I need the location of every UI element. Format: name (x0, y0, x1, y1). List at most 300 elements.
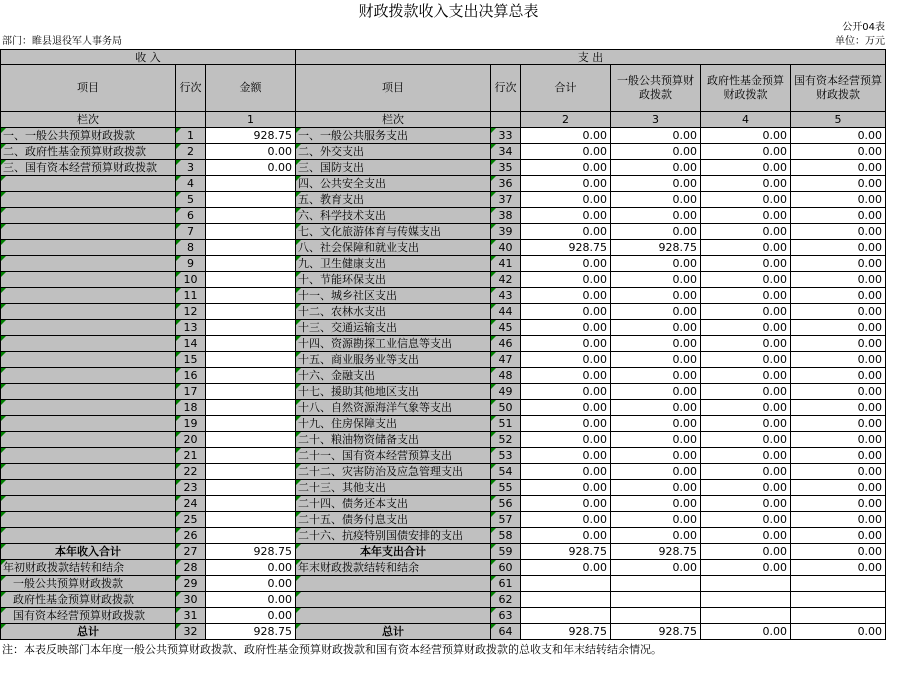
state-summary-value-cell[interactable] (791, 608, 886, 624)
state-value-cell[interactable]: 0.00 (791, 224, 886, 240)
income-amount-cell[interactable] (206, 176, 296, 192)
fund-value-cell[interactable]: 0.00 (701, 144, 791, 160)
table-row (1, 208, 886, 224)
expense-summary-item-cell (296, 608, 491, 624)
table-row (1, 176, 886, 192)
income-amount-cell[interactable] (206, 496, 296, 512)
state-value-cell[interactable]: 0.00 (791, 128, 886, 144)
income-summary-amount-cell[interactable]: 0.00 (206, 576, 296, 592)
general-budget-header: 一般公共预算财政拨款 (611, 65, 701, 112)
state-value-cell[interactable]: 0.00 (791, 320, 886, 336)
total-value-cell[interactable]: 0.00 (521, 256, 611, 272)
fund-value-cell[interactable]: 0.00 (701, 304, 791, 320)
income-amount-cell[interactable]: 0.00 (206, 144, 296, 160)
income-amount-cell[interactable] (206, 304, 296, 320)
fund-summary-value-cell[interactable] (701, 608, 791, 624)
general-value-cell[interactable]: 0.00 (611, 144, 701, 160)
department-label: 部门：睢县退役军人事务局 (2, 36, 122, 47)
col-index-2: 2 (521, 112, 611, 128)
income-amount-header: 金额 (206, 65, 296, 112)
income-amount-cell[interactable] (206, 320, 296, 336)
summary-row (1, 560, 886, 576)
income-amount-cell[interactable] (206, 448, 296, 464)
table-row (1, 304, 886, 320)
income-item-cell (1, 208, 176, 224)
income-row-no-cell: 14 (176, 336, 206, 352)
income-item-cell (1, 352, 176, 368)
expense-row-no-cell: 58 (491, 528, 521, 544)
table-row (1, 192, 886, 208)
table-row (1, 288, 886, 304)
income-amount-cell[interactable] (206, 224, 296, 240)
total-summary-value-cell[interactable]: 928.75 (521, 544, 611, 560)
general-value-cell[interactable]: 0.00 (611, 528, 701, 544)
state-value-cell[interactable]: 0.00 (791, 368, 886, 384)
state-value-cell[interactable]: 0.00 (791, 192, 886, 208)
state-summary-value-cell[interactable] (791, 576, 886, 592)
income-amount-cell[interactable] (206, 336, 296, 352)
general-summary-value-cell[interactable] (611, 576, 701, 592)
col-index-1: 1 (206, 112, 296, 128)
fund-value-cell[interactable]: 0.00 (701, 336, 791, 352)
state-value-cell[interactable]: 0.00 (791, 384, 886, 400)
fund-summary-value-cell[interactable] (701, 592, 791, 608)
income-item-cell (1, 320, 176, 336)
fund-budget-header: 政府性基金预算财政拨款 (701, 65, 791, 112)
expense-item-cell: 二十、粮油物资储备支出 (296, 432, 491, 448)
income-amount-cell[interactable] (206, 352, 296, 368)
expense-item-cell: 五、教育支出 (296, 192, 491, 208)
state-value-cell[interactable]: 0.00 (791, 416, 886, 432)
income-row-no-cell: 24 (176, 496, 206, 512)
table-row (1, 496, 886, 512)
income-amount-cell[interactable] (206, 384, 296, 400)
general-value-cell[interactable]: 0.00 (611, 224, 701, 240)
income-item-cell: 三、国有资本经营预算财政拨款 (1, 160, 176, 176)
table-row (1, 160, 886, 176)
table-row (1, 464, 886, 480)
summary-row (1, 608, 886, 624)
expense-item-cell: 十五、商业服务业等支出 (296, 352, 491, 368)
total-value-cell[interactable]: 0.00 (521, 464, 611, 480)
table-row (1, 480, 886, 496)
col-index-3: 3 (611, 112, 701, 128)
general-value-cell[interactable]: 928.75 (611, 240, 701, 256)
expense-lanci-blank (491, 112, 521, 128)
total-summary-value-cell[interactable]: 928.75 (521, 624, 611, 640)
expense-row-no-cell: 37 (491, 192, 521, 208)
general-value-cell[interactable]: 0.00 (611, 256, 701, 272)
general-value-cell[interactable]: 0.00 (611, 512, 701, 528)
table-row (1, 416, 886, 432)
state-value-cell[interactable]: 0.00 (791, 272, 886, 288)
general-value-cell[interactable]: 0.00 (611, 288, 701, 304)
total-value-cell[interactable]: 0.00 (521, 320, 611, 336)
income-lanci-label: 栏次 (1, 112, 176, 128)
expense-row-no-cell: 39 (491, 224, 521, 240)
expense-summary-item-cell (296, 576, 491, 592)
income-amount-cell[interactable] (206, 528, 296, 544)
total-value-cell[interactable]: 0.00 (521, 368, 611, 384)
fiscal-summary-table (0, 49, 886, 640)
income-amount-cell[interactable] (206, 256, 296, 272)
income-row-no-cell: 7 (176, 224, 206, 240)
expense-item-cell: 八、社会保障和就业支出 (296, 240, 491, 256)
state-capital-header: 国有资本经营预算财政拨款 (791, 65, 886, 112)
expense-item-cell: 二十三、其他支出 (296, 480, 491, 496)
expense-summary-row-no-cell: 60 (491, 560, 521, 576)
fund-value-cell[interactable]: 0.00 (701, 272, 791, 288)
total-value-cell[interactable]: 0.00 (521, 352, 611, 368)
income-amount-cell[interactable] (206, 480, 296, 496)
state-value-cell[interactable]: 0.00 (791, 208, 886, 224)
expense-item-cell: 九、卫生健康支出 (296, 256, 491, 272)
state-summary-value-cell[interactable]: 0.00 (791, 624, 886, 640)
state-value-cell[interactable]: 0.00 (791, 480, 886, 496)
income-row-no-cell: 12 (176, 304, 206, 320)
fund-value-cell[interactable]: 0.00 (701, 320, 791, 336)
income-summary-item-cell: 国有资本经营预算财政拨款 (1, 608, 176, 624)
expense-item-header: 项目 (296, 65, 491, 112)
expense-section-header: 支 出 (296, 50, 886, 65)
fund-summary-value-cell[interactable]: 0.00 (701, 544, 791, 560)
general-summary-value-cell[interactable]: 928.75 (611, 624, 701, 640)
state-value-cell[interactable]: 0.00 (791, 400, 886, 416)
expense-row-no-cell: 47 (491, 352, 521, 368)
fund-value-cell[interactable]: 0.00 (701, 368, 791, 384)
fund-value-cell[interactable]: 0.00 (701, 496, 791, 512)
total-value-cell[interactable]: 0.00 (521, 304, 611, 320)
fund-summary-value-cell[interactable]: 0.00 (701, 624, 791, 640)
income-row-no-cell: 8 (176, 240, 206, 256)
table-row (1, 400, 886, 416)
fund-value-cell[interactable]: 0.00 (701, 448, 791, 464)
col-index-4: 4 (701, 112, 791, 128)
income-item-cell (1, 432, 176, 448)
expense-summary-item-cell (296, 592, 491, 608)
expense-item-cell: 四、公共安全支出 (296, 176, 491, 192)
fund-value-cell[interactable]: 0.00 (701, 208, 791, 224)
income-row-no-cell: 10 (176, 272, 206, 288)
expense-summary-row-no-cell: 62 (491, 592, 521, 608)
total-value-cell[interactable]: 0.00 (521, 272, 611, 288)
state-value-cell[interactable]: 0.00 (791, 496, 886, 512)
state-value-cell[interactable]: 0.00 (791, 448, 886, 464)
total-value-cell[interactable]: 0.00 (521, 432, 611, 448)
expense-item-cell: 十一、城乡社区支出 (296, 288, 491, 304)
expense-item-cell: 十九、住房保障支出 (296, 416, 491, 432)
general-summary-value-cell[interactable]: 928.75 (611, 544, 701, 560)
state-value-cell[interactable]: 0.00 (791, 528, 886, 544)
table-row (1, 368, 886, 384)
expense-row-no-cell: 49 (491, 384, 521, 400)
expense-row-no-cell: 51 (491, 416, 521, 432)
total-summary-value-cell[interactable] (521, 608, 611, 624)
income-item-cell (1, 416, 176, 432)
expense-row-no-cell: 46 (491, 336, 521, 352)
state-value-cell[interactable]: 0.00 (791, 352, 886, 368)
income-item-cell (1, 496, 176, 512)
income-row-no-cell: 20 (176, 432, 206, 448)
income-item-cell: 一、一般公共预算财政拨款 (1, 128, 176, 144)
income-amount-cell[interactable] (206, 208, 296, 224)
general-value-cell[interactable]: 0.00 (611, 320, 701, 336)
state-value-cell[interactable]: 0.00 (791, 304, 886, 320)
general-value-cell[interactable]: 0.00 (611, 336, 701, 352)
expense-row-no-cell: 54 (491, 464, 521, 480)
expense-item-cell: 六、科学技术支出 (296, 208, 491, 224)
general-value-cell[interactable]: 0.00 (611, 496, 701, 512)
total-summary-value-cell[interactable] (521, 576, 611, 592)
income-summary-amount-cell[interactable]: 0.00 (206, 560, 296, 576)
column-index-row (1, 112, 886, 128)
expense-row-no-cell: 48 (491, 368, 521, 384)
income-amount-cell[interactable] (206, 288, 296, 304)
expense-row-no-cell: 43 (491, 288, 521, 304)
total-value-cell[interactable]: 0.00 (521, 512, 611, 528)
fund-value-cell[interactable]: 0.00 (701, 160, 791, 176)
total-value-cell[interactable]: 0.00 (521, 384, 611, 400)
general-value-cell[interactable]: 0.00 (611, 480, 701, 496)
state-value-cell[interactable]: 0.00 (791, 512, 886, 528)
expense-item-cell: 十、节能环保支出 (296, 272, 491, 288)
general-value-cell[interactable]: 0.00 (611, 384, 701, 400)
total-summary-value-cell[interactable]: 0.00 (521, 560, 611, 576)
total-value-cell[interactable]: 0.00 (521, 128, 611, 144)
expense-item-cell: 二十四、债务还本支出 (296, 496, 491, 512)
state-value-cell[interactable]: 0.00 (791, 144, 886, 160)
expense-row-no-cell: 53 (491, 448, 521, 464)
section-header-row (1, 50, 886, 65)
fund-value-cell[interactable]: 0.00 (701, 432, 791, 448)
total-value-cell[interactable]: 0.00 (521, 448, 611, 464)
expense-row-no-header: 行次 (491, 65, 521, 112)
fund-value-cell[interactable]: 0.00 (701, 464, 791, 480)
total-value-cell[interactable]: 0.00 (521, 208, 611, 224)
income-summary-item-cell: 一般公共预算财政拨款 (1, 576, 176, 592)
fund-value-cell[interactable]: 0.00 (701, 224, 791, 240)
fund-value-cell[interactable]: 0.00 (701, 480, 791, 496)
income-row-no-cell: 5 (176, 192, 206, 208)
expense-summary-row-no-cell: 61 (491, 576, 521, 592)
state-value-cell[interactable]: 0.00 (791, 288, 886, 304)
income-summary-amount-cell[interactable]: 928.75 (206, 544, 296, 560)
income-amount-cell[interactable] (206, 464, 296, 480)
expense-row-no-cell: 36 (491, 176, 521, 192)
form-number: 公开04表 (842, 22, 885, 33)
income-amount-cell[interactable] (206, 192, 296, 208)
income-row-no-cell: 22 (176, 464, 206, 480)
fund-summary-value-cell[interactable]: 0.00 (701, 560, 791, 576)
expense-row-no-cell: 50 (491, 400, 521, 416)
income-summary-item-cell: 总计 (1, 624, 176, 640)
expense-row-no-cell: 33 (491, 128, 521, 144)
total-value-cell[interactable]: 0.00 (521, 480, 611, 496)
income-row-no-header: 行次 (176, 65, 206, 112)
fund-value-cell[interactable]: 0.00 (701, 400, 791, 416)
fund-summary-value-cell[interactable] (701, 576, 791, 592)
total-value-cell[interactable]: 0.00 (521, 336, 611, 352)
fund-value-cell[interactable]: 0.00 (701, 288, 791, 304)
expense-row-no-cell: 52 (491, 432, 521, 448)
general-value-cell[interactable]: 0.00 (611, 192, 701, 208)
general-value-cell[interactable]: 0.00 (611, 432, 701, 448)
general-value-cell[interactable]: 0.00 (611, 400, 701, 416)
total-value-cell[interactable]: 0.00 (521, 192, 611, 208)
fund-value-cell[interactable]: 0.00 (701, 192, 791, 208)
state-summary-value-cell[interactable]: 0.00 (791, 544, 886, 560)
general-value-cell[interactable]: 0.00 (611, 368, 701, 384)
general-summary-value-cell[interactable]: 0.00 (611, 560, 701, 576)
income-item-cell (1, 384, 176, 400)
income-row-no-cell: 19 (176, 416, 206, 432)
state-value-cell[interactable]: 0.00 (791, 160, 886, 176)
table-row (1, 512, 886, 528)
table-row (1, 240, 886, 256)
expense-item-cell: 十七、援助其他地区支出 (296, 384, 491, 400)
income-item-cell (1, 480, 176, 496)
income-amount-cell[interactable] (206, 368, 296, 384)
general-value-cell[interactable]: 0.00 (611, 272, 701, 288)
table-row (1, 384, 886, 400)
income-item-cell (1, 400, 176, 416)
income-lanci-blank (176, 112, 206, 128)
total-value-cell[interactable]: 0.00 (521, 416, 611, 432)
income-amount-cell[interactable]: 0.00 (206, 160, 296, 176)
income-row-no-cell: 6 (176, 208, 206, 224)
total-value-cell[interactable]: 0.00 (521, 528, 611, 544)
state-value-cell[interactable]: 0.00 (791, 432, 886, 448)
general-value-cell[interactable]: 0.00 (611, 208, 701, 224)
general-value-cell[interactable]: 0.00 (611, 128, 701, 144)
income-summary-row-no-cell: 29 (176, 576, 206, 592)
total-value-cell[interactable]: 0.00 (521, 176, 611, 192)
income-row-no-cell: 25 (176, 512, 206, 528)
expense-item-cell: 七、文化旅游体育与传媒支出 (296, 224, 491, 240)
general-summary-value-cell[interactable] (611, 608, 701, 624)
income-amount-cell[interactable] (206, 512, 296, 528)
total-value-cell[interactable]: 0.00 (521, 288, 611, 304)
total-header: 合计 (521, 65, 611, 112)
income-row-no-cell: 16 (176, 368, 206, 384)
income-summary-amount-cell[interactable]: 0.00 (206, 592, 296, 608)
expense-item-cell: 一、一般公共服务支出 (296, 128, 491, 144)
total-summary-value-cell[interactable] (521, 592, 611, 608)
table-row (1, 528, 886, 544)
income-summary-row-no-cell: 27 (176, 544, 206, 560)
total-value-cell[interactable]: 0.00 (521, 400, 611, 416)
table-row (1, 272, 886, 288)
income-row-no-cell: 3 (176, 160, 206, 176)
income-amount-cell[interactable] (206, 432, 296, 448)
state-summary-value-cell[interactable] (791, 592, 886, 608)
income-amount-cell[interactable]: 928.75 (206, 128, 296, 144)
expense-item-cell: 三、国防支出 (296, 160, 491, 176)
state-value-cell[interactable]: 0.00 (791, 464, 886, 480)
fund-value-cell[interactable]: 0.00 (701, 384, 791, 400)
expense-row-no-cell: 45 (491, 320, 521, 336)
expense-item-cell: 十八、自然资源海洋气象等支出 (296, 400, 491, 416)
income-amount-cell[interactable] (206, 416, 296, 432)
state-value-cell[interactable]: 0.00 (791, 240, 886, 256)
total-value-cell[interactable]: 0.00 (521, 496, 611, 512)
col-index-5: 5 (791, 112, 886, 128)
income-row-no-cell: 2 (176, 144, 206, 160)
income-item-cell (1, 192, 176, 208)
expense-summary-item-cell: 本年支出合计 (296, 544, 491, 560)
expense-summary-row-no-cell: 64 (491, 624, 521, 640)
fund-value-cell[interactable]: 0.00 (701, 240, 791, 256)
income-summary-amount-cell[interactable]: 0.00 (206, 608, 296, 624)
fund-value-cell[interactable]: 0.00 (701, 128, 791, 144)
income-item-cell (1, 224, 176, 240)
expense-summary-item-cell: 年末财政拨款结转和结余 (296, 560, 491, 576)
income-amount-cell[interactable] (206, 272, 296, 288)
general-value-cell[interactable]: 0.00 (611, 416, 701, 432)
expense-summary-row-no-cell: 59 (491, 544, 521, 560)
total-value-cell[interactable]: 0.00 (521, 144, 611, 160)
total-value-cell[interactable]: 0.00 (521, 160, 611, 176)
expense-summary-item-cell: 总计 (296, 624, 491, 640)
general-value-cell[interactable]: 0.00 (611, 448, 701, 464)
table-row (1, 352, 886, 368)
expense-item-cell: 十六、金融支出 (296, 368, 491, 384)
income-row-no-cell: 18 (176, 400, 206, 416)
income-row-no-cell: 11 (176, 288, 206, 304)
table-row (1, 432, 886, 448)
unit-label: 单位：万元 (835, 36, 885, 47)
fund-value-cell[interactable]: 0.00 (701, 176, 791, 192)
expense-row-no-cell: 38 (491, 208, 521, 224)
general-value-cell[interactable]: 0.00 (611, 176, 701, 192)
income-amount-cell[interactable] (206, 240, 296, 256)
general-value-cell[interactable]: 0.00 (611, 464, 701, 480)
income-item-cell (1, 368, 176, 384)
income-amount-cell[interactable] (206, 400, 296, 416)
expense-item-cell: 十三、交通运输支出 (296, 320, 491, 336)
income-row-no-cell: 23 (176, 480, 206, 496)
expense-item-cell: 二十二、灾害防治及应急管理支出 (296, 464, 491, 480)
income-item-cell (1, 336, 176, 352)
income-row-no-cell: 13 (176, 320, 206, 336)
expense-item-cell: 十四、资源勘探工业信息等支出 (296, 336, 491, 352)
table-row (1, 256, 886, 272)
state-value-cell[interactable]: 0.00 (791, 336, 886, 352)
expense-row-no-cell: 41 (491, 256, 521, 272)
table-row (1, 128, 886, 144)
total-value-cell[interactable]: 0.00 (521, 224, 611, 240)
fund-value-cell[interactable]: 0.00 (701, 256, 791, 272)
total-value-cell[interactable]: 928.75 (521, 240, 611, 256)
general-value-cell[interactable]: 0.00 (611, 352, 701, 368)
expense-row-no-cell: 44 (491, 304, 521, 320)
general-value-cell[interactable]: 0.00 (611, 304, 701, 320)
fund-value-cell[interactable]: 0.00 (701, 352, 791, 368)
income-summary-amount-cell[interactable]: 928.75 (206, 624, 296, 640)
general-value-cell[interactable]: 0.00 (611, 160, 701, 176)
table-row (1, 224, 886, 240)
fund-value-cell[interactable]: 0.00 (701, 512, 791, 528)
general-summary-value-cell[interactable] (611, 592, 701, 608)
state-value-cell[interactable]: 0.00 (791, 176, 886, 192)
summary-row (1, 624, 886, 640)
fund-value-cell[interactable]: 0.00 (701, 416, 791, 432)
expense-row-no-cell: 56 (491, 496, 521, 512)
state-summary-value-cell[interactable]: 0.00 (791, 560, 886, 576)
fund-value-cell[interactable]: 0.00 (701, 528, 791, 544)
income-item-cell: 二、政府性基金预算财政拨款 (1, 144, 176, 160)
state-value-cell[interactable]: 0.00 (791, 256, 886, 272)
